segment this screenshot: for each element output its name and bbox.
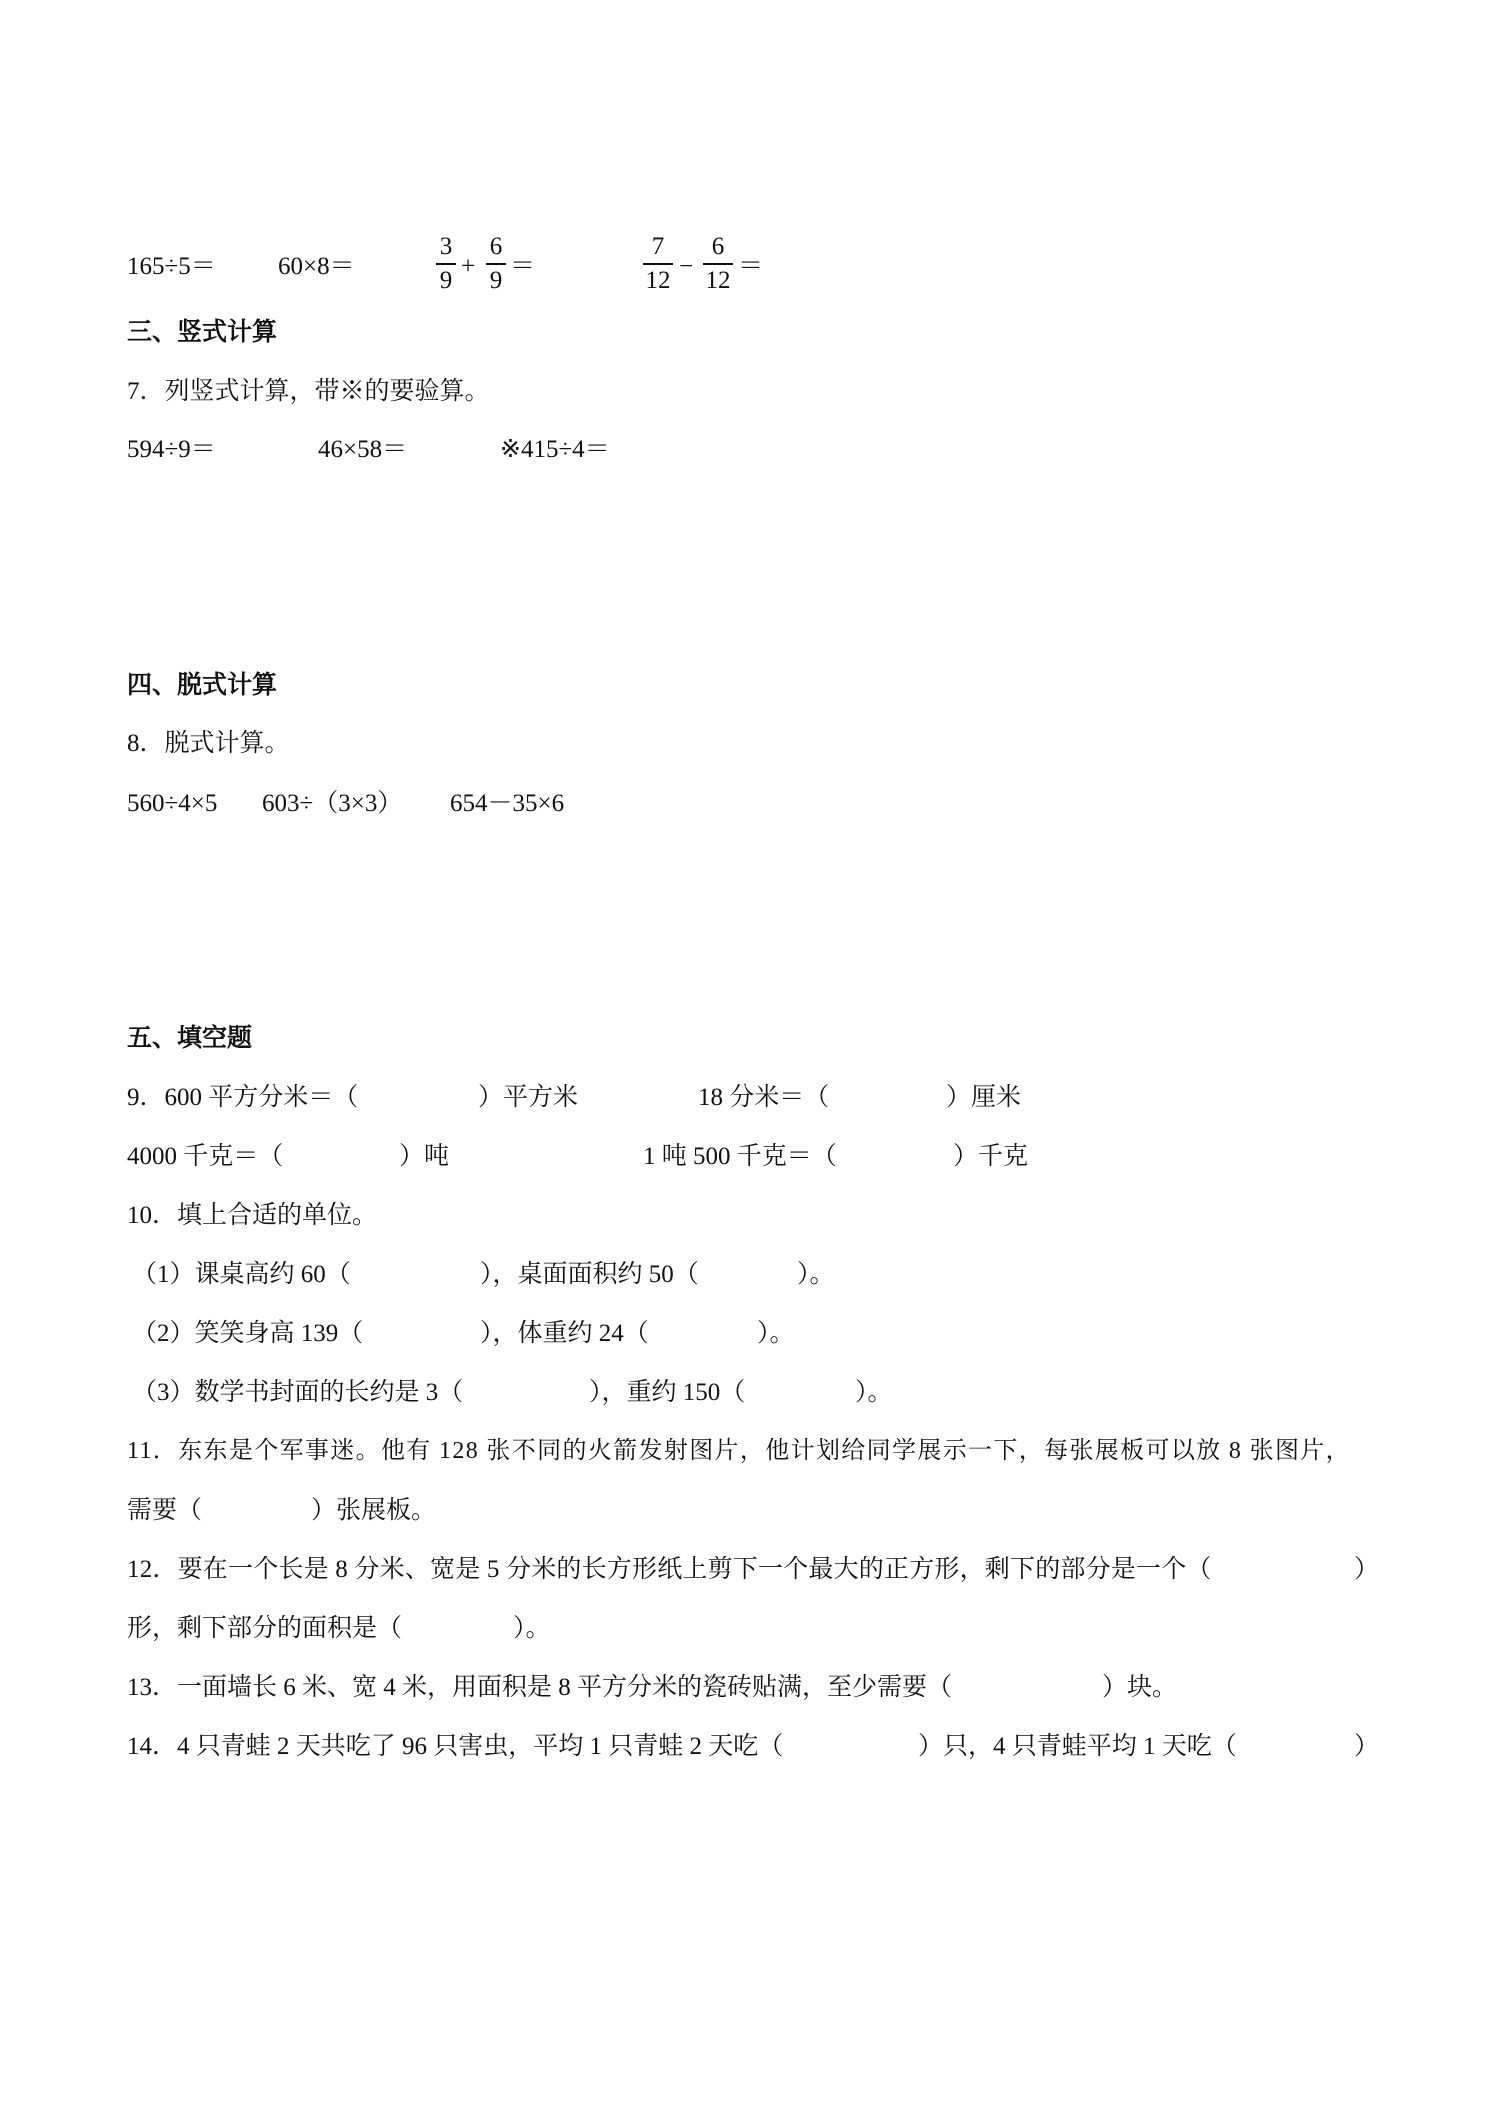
question-9a: 9．600 平方分米＝（: [127, 1084, 359, 1111]
fraction-6-9: [486, 233, 506, 295]
equals-sign: ＝: [510, 253, 536, 280]
question-14a: 14．4 只青蛙 2 天共吃了 96 只害虫，平均 1 只青蛙 2 天吃（: [127, 1733, 784, 1760]
expr-165-div-5: 165÷5＝: [127, 253, 216, 280]
question-10-2b: ），体重约 24（: [480, 1320, 649, 1347]
question-10-1b: ），桌面面积约 50（: [480, 1261, 699, 1288]
plus-sign: +: [461, 253, 476, 280]
question-9d-end: ）千克: [953, 1143, 1029, 1170]
question-13a: 13．一面墙长 6 米、宽 4 米，用面积是 8 平方分米的瓷砖贴满，至少需要（: [127, 1674, 953, 1701]
fraction-7-12: [643, 233, 673, 295]
question-10-1a: （1）课桌高约 60（: [132, 1261, 351, 1288]
question-10-3a: （3）数学书封面的长约是 3（: [132, 1379, 464, 1406]
denominator: 12: [705, 267, 731, 294]
expr-60-times-8: 60×8＝: [278, 253, 355, 280]
minus-sign: −: [679, 253, 694, 280]
question-12-line1b: ）: [1354, 1556, 1380, 1583]
expr-46-times-58: 46×58＝: [318, 436, 408, 463]
expr-594-div-9: 594÷9＝: [127, 436, 216, 463]
question-9b-end: ）厘米: [946, 1084, 1022, 1111]
section-title-fill-blank: 五、填空题: [127, 1023, 253, 1052]
denominator: 9: [489, 267, 503, 294]
fraction-3-9: [436, 233, 456, 295]
fraction-bar: [436, 263, 456, 265]
section-title-vertical-calc: 三、竖式计算: [127, 317, 278, 346]
expr-560-div-4-times-5: 560÷4×5: [127, 790, 218, 817]
question-9d: 1 吨 500 千克＝（: [643, 1143, 837, 1170]
denominator: 12: [645, 267, 671, 294]
fraction-6-12: [703, 233, 733, 295]
question-7: 7．列竖式计算，带※的要验算。: [127, 378, 490, 405]
fraction-bar: [643, 263, 673, 265]
question-14c: ）: [1354, 1733, 1380, 1760]
question-10-2a: （2）笑笑身高 139（: [132, 1320, 364, 1347]
question-12-line2a: 形，剩下部分的面积是（: [127, 1615, 403, 1642]
question-11-line2a: 需要（: [127, 1497, 203, 1524]
question-12-line1a: 12．要在一个长是 8 分米、宽是 5 分米的长方形纸上剪下一个最大的正方形，剩下的部分是一个（: [127, 1556, 1212, 1583]
question-13b: ）块。: [1102, 1674, 1178, 1701]
fraction-bar: [703, 263, 733, 265]
question-10-2c: ）。: [757, 1320, 795, 1347]
question-11-line2b: ）张展板。: [311, 1497, 437, 1524]
expr-415-div-4: ※415÷4＝: [500, 436, 610, 463]
question-9a-end: ）平方米: [478, 1084, 579, 1111]
question-10-3c: ）。: [855, 1379, 893, 1406]
equals-sign: ＝: [738, 253, 764, 280]
denominator: 9: [439, 267, 453, 294]
question-8: 8．脱式计算。: [127, 730, 290, 757]
question-10: 10．填上合适的单位。: [127, 1202, 378, 1229]
question-10-1c: ）。: [797, 1261, 835, 1288]
numerator: 6: [489, 233, 503, 260]
numerator: 6: [711, 233, 725, 260]
question-12-line2b: ）。: [513, 1615, 551, 1642]
fraction-bar: [486, 263, 506, 265]
question-9c-end: ）吨: [399, 1143, 450, 1170]
numerator: 3: [439, 233, 453, 260]
expr-603-div-3x3: 603÷（3×3）: [262, 790, 403, 817]
expr-654-minus-35x6: 654－35×6: [450, 790, 565, 817]
question-14b: ）只，4 只青蛙平均 1 天吃（: [918, 1733, 1237, 1760]
question-9c: 4000 千克＝（: [127, 1143, 284, 1170]
numerator: 7: [651, 233, 665, 260]
question-11-line1: 11．东东是个军事迷。他有 128 张不同的火箭发射图片，他计划给同学展示一下，每张展板可以放 8 张图片，: [127, 1438, 1352, 1464]
section-title-step-calc: 四、脱式计算: [127, 670, 278, 699]
question-9b: 18 分米＝（: [698, 1084, 830, 1111]
question-10-3b: ），重约 150（: [589, 1379, 746, 1406]
